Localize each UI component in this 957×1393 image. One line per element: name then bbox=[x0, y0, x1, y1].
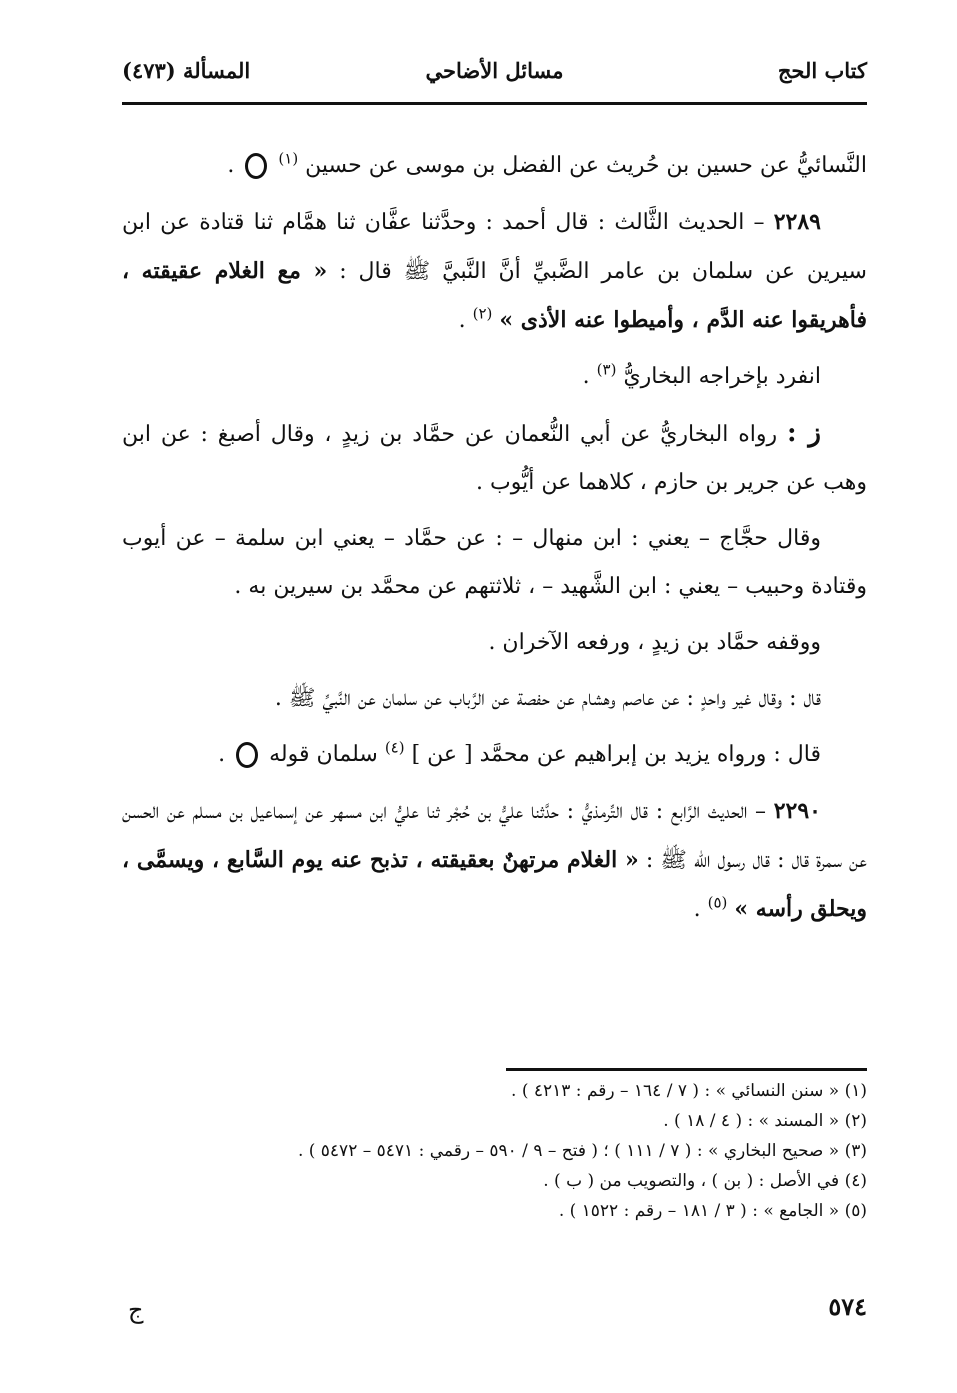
end-circle-icon bbox=[245, 153, 267, 179]
footnote-3: (٣) « صحيح البخاري » : ( ٧ / ١١١ ) ؛ ( فتح – ٩ / ٥٩٠ – رقمي : ٥٤٧١ – ٥٤٧٢ ) . bbox=[297, 1141, 867, 1161]
paragraph-8: قال : ورواه يزيد بن إبراهيم عن محمَّد [ عن ] $^{(٤)}$ سلمان قوله . bbox=[218, 738, 821, 767]
footnote-1: (١) « سنن النسائي » : ( ٧ / ١٦٤ – رقم : ٤٢١٣ ) . bbox=[511, 1081, 867, 1101]
paragraph-6: ووقفه حمَّاد بن زيدٍ ، ورفعه الآخران . bbox=[488, 630, 821, 655]
zawaid-marker: ز : bbox=[786, 418, 821, 448]
footnote-ref-5[interactable]: (٥) bbox=[707, 893, 728, 912]
hadith-quote: « الغلام مرتهنٌ بعقيقته ، تذبح عنه يوم السَّابع ، ويسمَّى ، ويحلق رأسه » bbox=[122, 847, 867, 922]
paragraph-3: انفرد بإخراجه البخاريُّ $^{(٣)}$ . bbox=[582, 360, 821, 389]
main-text bbox=[122, 142, 867, 942]
question-number: المسألة (٤٧٣) bbox=[122, 58, 251, 83]
footnote-ref-4[interactable]: (٤) bbox=[384, 738, 405, 757]
running-header bbox=[122, 58, 867, 98]
signature-mark: ج bbox=[128, 1296, 144, 1324]
page-number: ٥٧٤ bbox=[828, 1292, 867, 1321]
footnote-2: (٢) « المسند » : ( ٤ / ١٨ ) . bbox=[663, 1111, 867, 1131]
hadith-quote: « مع الغلام عقيقته ، فأهريقوا عنه الدَّم ، وأميطوا عنه الأذى » bbox=[122, 258, 867, 333]
footnote-divider bbox=[506, 1068, 867, 1071]
end-circle-icon bbox=[236, 742, 258, 768]
hadith-number: ٢٢٨٩ bbox=[773, 209, 821, 235]
footnote-ref-1[interactable]: (١) bbox=[278, 149, 299, 168]
section-title: مسائل الأضاحي bbox=[425, 58, 564, 83]
paragraph-5: وقال حجَّاج – يعني : ابن منهال – : عن حمَّاد – يعني ابن سلمة – عن أيوب وقتادة وحبيب – يعني : ابن الشَّهيد – ، ثلاثتهم عن محمَّد بن سيرين به . bbox=[122, 526, 867, 599]
hadith-2289: ٢٢٨٩ – الحديث الثَّالث : قال أحمد : وحدَّثنا عفَّان ثنا همَّام ثنا قتادة عن ابن سيرين عن سلمان بن عامر الضَّبيِّ أنَّ النَّبيَّ ﷺ قال : « مع الغلام عقيقته ، فأهريقوا عنه الدَّم ، وأميطوا عنه الأذى » $^{(٢)}$ . bbox=[122, 209, 867, 333]
footnote-ref-2[interactable]: (٢) bbox=[472, 304, 493, 323]
paragraph-zawaid: ز : رواه البخاريُّ عن أبي النُّعمان عن حمَّاد بن زيدٍ ، وقال أصبغ : عن ابن وهب عن جرير بن حازم ، كلاهما عن أيُّوب . bbox=[122, 418, 867, 495]
footnote-ref-3[interactable]: (٣) bbox=[596, 360, 617, 379]
book-title: كتاب الحج bbox=[777, 58, 867, 83]
footnote-5: (٥) « الجامع » : ( ٣ / ١٨١ – رقم : ١٥٢٢ ) . bbox=[558, 1201, 867, 1221]
paragraph-1: النَّسائيُّ عن حسين بن حُريث عن الفضل بن موسى عن حسين $^{(١)}$ . bbox=[227, 149, 867, 178]
header-divider bbox=[122, 102, 867, 105]
paragraph-7: قال : وقال غير واحدٍ : عن عاصم وهشام عن حفصة عن الرَّباب عن سلمان عن النَّبيِّ ﷺ . bbox=[274, 686, 821, 711]
footnote-4: (٤) في الأصل : ( بن ) ، والتصويب من ( ب ) . bbox=[543, 1171, 867, 1191]
hadith-2290: ٢٢٩٠ – الحديث الرَّابع : قال التِّرمذيُّ : حدَّثنا عليُّ بن حُجْر ثنا عليُّ ابن مسهر عن إسماعيل بن مسلم عن الحسن عن سمرة قال : قال رسول الله ﷺ : « الغلام مرتهنٌ بعقيقته ، تذبح عنه يوم السَّابع ، ويسمَّى ، ويحلق رأسه » $^{(٥)}$ . bbox=[122, 798, 867, 922]
footnotes bbox=[122, 1076, 867, 1226]
hadith-number: ٢٢٩٠ bbox=[773, 798, 821, 824]
